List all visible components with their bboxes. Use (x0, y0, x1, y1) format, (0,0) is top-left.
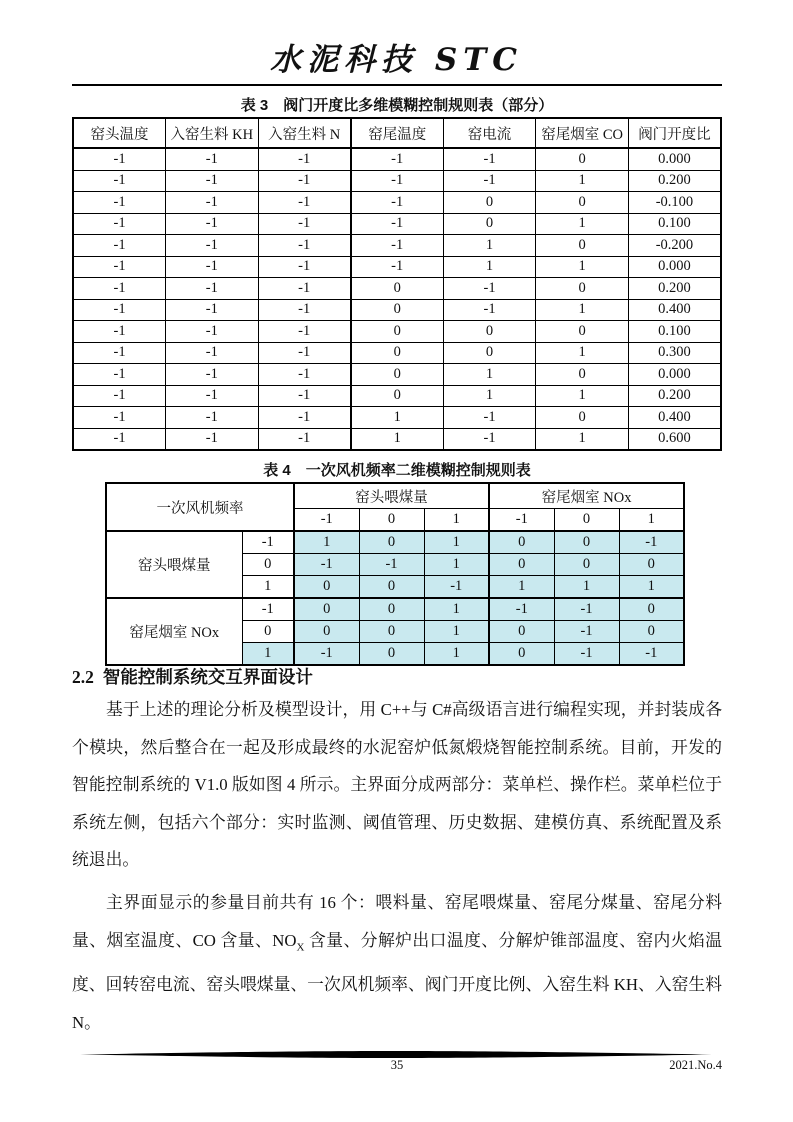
table3-cell: -1 (166, 278, 259, 300)
table4-cell: 0 (554, 554, 619, 576)
table3-cell: -1 (166, 192, 259, 214)
table3-col-header: 入窑生料 N (258, 118, 351, 148)
table3-cell: -1 (258, 299, 351, 321)
table3-body (73, 148, 721, 450)
paragraph-1: 基于上述的理论分析及模型设计，用 C++与 C#高级语言进行编程实现，并封装成各个模块，然后整合在一起及形成最终的水泥窑炉低氮煅烧智能控制系统。目前，开发的智能控制系统的 V1.0 版如图 4 所示。主界面分成两部分：菜单栏、操作栏。菜单栏位于系统左侧，包括六个部分：实时监测、阈值管理、历史数据、建模仿真、系统配置及系统退出。 (72, 700, 722, 869)
table3-cell: 1 (443, 364, 536, 386)
table4-caption: 表 4 一次风机频率二维模糊控制规则表 (263, 462, 531, 479)
table3-col-header: 入窑生料 KH (166, 118, 259, 148)
table4-cell: 0 (294, 576, 359, 599)
table4-cell: 1 (424, 554, 489, 576)
table3-cell: 0 (536, 321, 629, 343)
table4-col-header: 0 (359, 509, 424, 532)
table3-cell: -1 (73, 364, 166, 386)
table3-cell: -1 (258, 170, 351, 192)
table3-header-row (73, 118, 721, 148)
table3-cell: 0 (443, 213, 536, 235)
table3-cell: -1 (443, 299, 536, 321)
table3-cell: 0.200 (628, 170, 721, 192)
table3-cell: -1 (258, 256, 351, 278)
table3-row (73, 170, 721, 192)
table3-cell: -1 (73, 192, 166, 214)
footer-rule (80, 1051, 712, 1058)
table4-row-group-label: 窑尾烟室 NOx (106, 598, 242, 665)
table3-cell: -1 (443, 407, 536, 429)
table3-col-header: 窑头温度 (73, 118, 166, 148)
table4-cell: 0 (619, 554, 684, 576)
table4-col-header: -1 (294, 509, 359, 532)
table3-row (73, 407, 721, 429)
table4-row-group-label: 窑头喂煤量 (106, 531, 242, 598)
table3-row (73, 256, 721, 278)
table3-row (73, 321, 721, 343)
table3-cell: 1 (351, 407, 444, 429)
table3-cell: 1 (443, 385, 536, 407)
table3-cell: -1 (166, 342, 259, 364)
table4-cell: 0 (359, 576, 424, 599)
table3-cell: 0.200 (628, 385, 721, 407)
table3-row (73, 385, 721, 407)
table4-cell: 1 (424, 643, 489, 666)
table4-header-row-1 (106, 483, 684, 509)
table3-cell: 0.400 (628, 299, 721, 321)
table3-cell: 0 (443, 192, 536, 214)
table3-cell: -1 (258, 385, 351, 407)
table4-cell: 1 (424, 598, 489, 621)
table4-cell: 0 (359, 621, 424, 643)
table4-cell: 0 (294, 621, 359, 643)
table3-row (73, 148, 721, 170)
table3 (72, 117, 722, 451)
table4-cell: 0 (554, 531, 619, 554)
table3-cell: -1 (73, 385, 166, 407)
table3-cell: 1 (536, 299, 629, 321)
table4-body (106, 531, 684, 665)
table3-cell: 0.100 (628, 321, 721, 343)
table4-header (106, 483, 684, 531)
table3-cell: -1 (166, 385, 259, 407)
table4-cell: -1 (554, 643, 619, 666)
table3-row (73, 235, 721, 257)
table3-row (73, 192, 721, 214)
table3-cell: -1 (351, 213, 444, 235)
table3-cell: 0 (351, 364, 444, 386)
table3-cell: -1 (258, 428, 351, 450)
table3-cell: 0 (351, 342, 444, 364)
table3-cell: 0.000 (628, 256, 721, 278)
table3-cell: -1 (166, 235, 259, 257)
table4-colgroup-label-2: 窑尾烟室 NOx (489, 483, 684, 509)
table3-cell: 0 (536, 278, 629, 300)
table3-cell: 0.000 (628, 148, 721, 170)
table4-colgroup-label-1: 窑头喂煤量 (294, 483, 489, 509)
table4-cell: -1 (424, 576, 489, 599)
table3-cell: 1 (536, 256, 629, 278)
table3-cell: -1 (166, 256, 259, 278)
table3-cell: -1 (258, 407, 351, 429)
section-number: 2.2 (72, 667, 94, 687)
table3-cell: 0 (536, 235, 629, 257)
table3-row (73, 428, 721, 450)
table4-cell: -1 (294, 554, 359, 576)
table4-col-header: 1 (424, 509, 489, 532)
table3-header (73, 118, 721, 148)
table4-cell: 0 (359, 598, 424, 621)
table3-cell: 0.400 (628, 407, 721, 429)
table4-cell: 0 (619, 598, 684, 621)
table3-cell: 0 (536, 364, 629, 386)
table4-cell: 0 (489, 621, 554, 643)
table4-col-header: 1 (619, 509, 684, 532)
table3-cell: 0.200 (628, 278, 721, 300)
table3-cell: 0 (351, 299, 444, 321)
paragraph-2-text: 主界面显示的参量目前共有 16 个：喂料量、窑尾喂煤量、窑尾分煤量、窑尾分料量、烟室温度、CO 含量、NO (72, 893, 722, 950)
table4-cell: 0 (359, 643, 424, 666)
nox-subscript: X (296, 940, 305, 953)
paragraph-2 (72, 884, 722, 1041)
table4-cell: -1 (619, 643, 684, 666)
table4-cell: 0 (489, 531, 554, 554)
table4-cell: -1 (554, 621, 619, 643)
table3-row (73, 299, 721, 321)
table4-cell: -1 (554, 598, 619, 621)
table4-cell: 0 (489, 643, 554, 666)
table3-cell: -1 (73, 428, 166, 450)
table3-cell: -1 (443, 428, 536, 450)
table3-cell: -1 (73, 342, 166, 364)
table3-col-header: 窑电流 (443, 118, 536, 148)
table4-cell: 1 (424, 621, 489, 643)
table3-cell: -1 (166, 170, 259, 192)
table3-cell: -1 (443, 170, 536, 192)
issue-label: 2021.No.4 (669, 1058, 722, 1072)
table3-cell: 1 (443, 256, 536, 278)
table3-cell: -1 (73, 235, 166, 257)
table4-cell: -1 (359, 554, 424, 576)
table4-cell: 1 (424, 531, 489, 554)
table3-cell: -1 (258, 364, 351, 386)
table4-sub-label: -1 (242, 531, 294, 554)
table3-cell: -1 (351, 256, 444, 278)
table3-col-header: 窑尾温度 (351, 118, 444, 148)
table3-cell: 0 (443, 342, 536, 364)
table3-cell: -1 (166, 213, 259, 235)
table3-cell: -1 (443, 148, 536, 170)
table3-cell: 0 (536, 192, 629, 214)
table3-cell: 0 (351, 321, 444, 343)
table4-cell: 0 (489, 554, 554, 576)
table3-cell: 1 (536, 213, 629, 235)
table3-cell: -1 (258, 235, 351, 257)
table4-row (106, 531, 684, 554)
table3-cell: -1 (258, 321, 351, 343)
table4-sub-label: 0 (242, 554, 294, 576)
table3-cell: -0.100 (628, 192, 721, 214)
table3-cell: 1 (536, 342, 629, 364)
table3-cell: -1 (258, 148, 351, 170)
table3-cell: -1 (258, 213, 351, 235)
table4-cell: 0 (619, 621, 684, 643)
table3-row (73, 278, 721, 300)
table4 (105, 482, 685, 666)
section-title: 智能控制系统交互界面设计 (102, 667, 313, 687)
table4-sub-label: -1 (242, 598, 294, 621)
table3-cell: -1 (73, 278, 166, 300)
table3-cell: -1 (351, 170, 444, 192)
table3-cell: -1 (73, 407, 166, 429)
table3-cell: -1 (351, 148, 444, 170)
table3-cell: 0.100 (628, 213, 721, 235)
table4-sub-label: 1 (242, 643, 294, 666)
table3-cell: 1 (536, 428, 629, 450)
table4-cell: 1 (619, 576, 684, 599)
table3-cell: 0.300 (628, 342, 721, 364)
table3-row (73, 342, 721, 364)
table3-cell: -0.200 (628, 235, 721, 257)
table3-cell: -1 (73, 256, 166, 278)
table3-cell: -1 (351, 192, 444, 214)
table4-cell: 1 (294, 531, 359, 554)
table3-cell: 0 (351, 278, 444, 300)
table3-cell: -1 (258, 192, 351, 214)
table3-cell: 1 (351, 428, 444, 450)
table4-col-header: -1 (489, 509, 554, 532)
table3-cell: -1 (73, 213, 166, 235)
table3-cell: -1 (73, 299, 166, 321)
table3-cell: -1 (351, 235, 444, 257)
table3-cell: 0 (443, 321, 536, 343)
table4-sub-label: 1 (242, 576, 294, 599)
table3-cell: -1 (166, 299, 259, 321)
table3-cell: -1 (166, 407, 259, 429)
table3-cell: -1 (258, 278, 351, 300)
table3-col-header: 窑尾烟室 CO (536, 118, 629, 148)
table4-cell: -1 (619, 531, 684, 554)
table3-cell: -1 (73, 170, 166, 192)
table3-cell: 0.000 (628, 364, 721, 386)
table3-cell: 0 (536, 148, 629, 170)
table3-row (73, 364, 721, 386)
table3-cell: -1 (73, 321, 166, 343)
table3-cell: 0.600 (628, 428, 721, 450)
section-heading (72, 664, 313, 690)
table4-cell: 1 (489, 576, 554, 599)
table4-cell: 0 (359, 531, 424, 554)
table3-cell: -1 (166, 428, 259, 450)
table4-cell: -1 (294, 643, 359, 666)
table4-corner-label: 一次风机频率 (106, 483, 294, 531)
table4-cell: -1 (489, 598, 554, 621)
header-rule (72, 84, 722, 86)
table3-cell: 0 (351, 385, 444, 407)
table3-cell: -1 (166, 364, 259, 386)
journal-title: 水泥科技 STC (270, 42, 523, 78)
table3-cell: 0 (536, 407, 629, 429)
table3-cell: -1 (73, 148, 166, 170)
table3-cell: -1 (166, 148, 259, 170)
table3-col-header: 阀门开度比 (628, 118, 721, 148)
table3-cell: -1 (166, 321, 259, 343)
table3-cell: -1 (258, 342, 351, 364)
table3-cell: 1 (536, 170, 629, 192)
paragraph-2-text: 含量、分解炉出口温度、分解炉锥部温度、窑内火焰温度、回转窑电流、窑头喂煤量、一次风机频率、阀门开度比例、入窑生料 KH、入窑生料 N。 (72, 930, 723, 1032)
table4-row (106, 598, 684, 621)
page-number: 35 (390, 1058, 404, 1072)
table3-row (73, 213, 721, 235)
table3-cell: -1 (443, 278, 536, 300)
table3-cell: 1 (443, 235, 536, 257)
table4-col-header: 0 (554, 509, 619, 532)
table4-cell: 0 (294, 598, 359, 621)
table3-cell: 1 (536, 385, 629, 407)
table4-sub-label: 0 (242, 621, 294, 643)
table3-caption: 表 3 阀门开度比多维模糊控制规则表（部分） (240, 97, 554, 114)
table4-cell: 1 (554, 576, 619, 599)
